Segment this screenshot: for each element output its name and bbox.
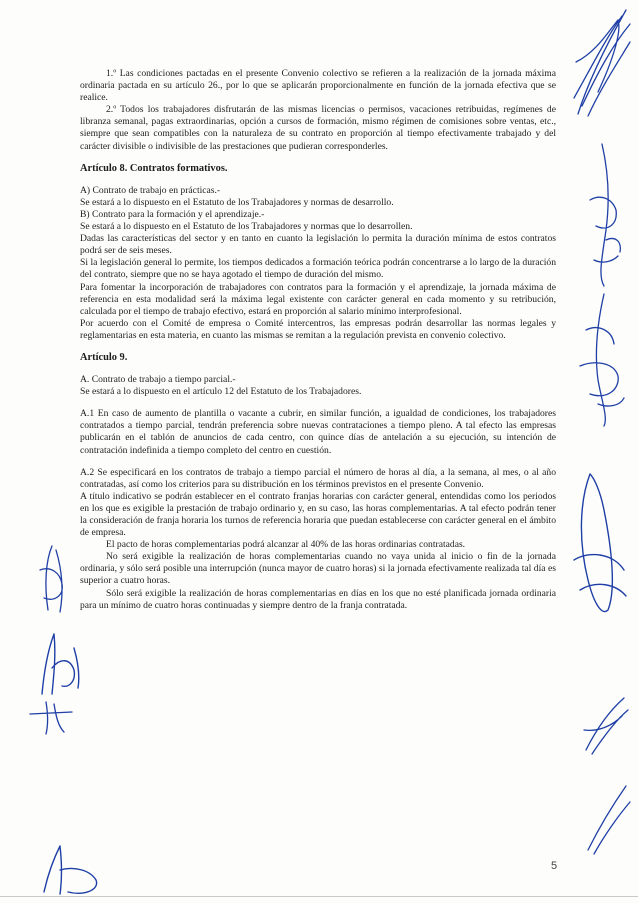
page-number: 5 xyxy=(551,860,558,872)
paragraph: Para fomentar la incorporación de trabajadores con contratos para la formación y el aprendizaje, la jornada máxima de referencia en esta modalidad será la máxima legal existente con carácter general en cada momento y su retribución, calculada por el tiempo de trabajo efectivo, estará en proporción al salario mínimo interprofesional. xyxy=(80,281,556,317)
signature-left-2 xyxy=(30,628,90,700)
paragraph-spacer xyxy=(80,153,556,163)
signature-right-4 xyxy=(560,470,636,620)
bottom-edge-line xyxy=(0,896,638,897)
paragraph: Por acuerdo con el Comité de empresa o Comité intercentros, las empresas podrán desarrollar las normas legales y reglamentarias en esta materia, en cuanto las mismas se remitan a la regulación prevista en convenio colectivo. xyxy=(80,317,556,341)
paragraph: Sólo será exigible la realización de horas complementarias en días en los que no esté planificada jornada ordinaria para un mínimo de cuatro horas continuadas y siempre dentro de la franja contratada. xyxy=(80,587,556,611)
paragraph: A.2 Se especificará en los contratos de trabajo a tiempo parcial el número de horas al día, a la semana, al mes, o al año contratadas, así como los criterios para su distribución en los términos previstos en el presente Convenio. xyxy=(80,466,556,490)
paragraph: No será exigible la realización de horas complementarias cuando no vaya unida al inicio o fin de la jornada ordinaria, y sólo será posible una interrupción (nunca mayor de cuatro horas) si la jornada efectivamente realizada tal día es superior a cuatro horas. xyxy=(80,551,556,587)
signature-left-4 xyxy=(34,840,104,900)
paragraph: A) Contrato de trabajo en prácticas.- xyxy=(80,184,221,196)
signature-right-6 xyxy=(578,780,634,860)
paragraph-spacer xyxy=(80,398,556,408)
paragraph: Se estará a lo dispuesto en el Estatuto de los Trabajadores y normas que lo desarrollen. xyxy=(80,221,413,233)
document-body xyxy=(80,68,556,612)
paragraph: Se estará a lo dispuesto en el artículo 12 del Estatuto de los Trabajadores. xyxy=(80,386,362,398)
paragraph: A. Contrato de trabajo a tiempo parcial.- xyxy=(80,374,236,386)
signature-right-1 xyxy=(568,2,634,122)
paragraph: Dadas las características del sector y en tanto en cuanto la legislación lo permita la duración mínima de estos contratos podrá ser de seis meses. xyxy=(80,233,556,257)
article-heading: Artículo 8. Contratos formativos. xyxy=(80,162,228,174)
paragraph: A.1 En caso de aumento de plantilla o vacante a cubrir, en similar función, a igualdad de condiciones, los trabajadores contratados a tiempo parcial, tendrán preferencia sobre nuevas contrataciones a tiempo pleno. A tal efecto las empresas publicarán en el tablón de anuncios de cada centro, con quince días de antelación a su ejecución, su intención de contratación indefinida a tiempo completo del centro en cuestión. xyxy=(80,408,556,456)
signature-right-5 xyxy=(578,690,634,760)
paragraph-spacer xyxy=(80,342,556,352)
paragraph: 2.º Todos los trabajadores disfrutarán de las mismas licencias o permisos, vacaciones retribuidas, regímenes de libranza semanal, pagas extraordinarias, opción a cursos de formación, mismo régimen de comisiones sobre ventas, etc., siempre que sean compatibles con la naturaleza de su contrato en proporción al tiempo efectivamente trabajado y del carácter divisible o indivisible de las prestaciones que pudieran corresponderles. xyxy=(80,104,556,152)
signature-left-3 xyxy=(24,698,78,738)
paragraph-spacer xyxy=(80,364,556,374)
paragraph: A título indicativo se podrán establecer en el contrato franjas horarias con carácter general, entendidas como los periodos en los que es exigible la prestación de trabajo ordinario y, en su caso, las horas complementarias. A tal efecto podrán tener la consideración de franja horaria los turnos de referencia horaria que puedan establecerse con carácter general en el ámbito de empresa. xyxy=(80,490,556,539)
paragraph: Si la legislación general lo permite, los tiempos dedicados a formación teórica podrán concentrarse a lo largo de la duración del contrato, siempre que no se haya agotado el tiempo de duración del mismo. xyxy=(80,257,556,281)
signature-right-2 xyxy=(572,140,632,290)
signature-right-3 xyxy=(568,290,634,430)
signature-left-1 xyxy=(32,540,72,620)
paragraph-spacer xyxy=(80,457,556,467)
paragraph: El pacto de horas complementarias podrá alcanzar al 40% de las horas ordinarias contratadas. xyxy=(106,539,466,551)
article-heading: Artículo 9. xyxy=(80,351,128,363)
paragraph: 1.º Las condiciones pactadas en el presente Convenio colectivo se refieren a la realización de la jornada máxima ordinaria pactada en su artículo 26., por lo que se aplicarán proporcionalmente en función de la jornada efectiva que se realice. xyxy=(80,68,556,104)
paragraph: B) Contrato para la formación y el aprendizaje.- xyxy=(80,208,265,220)
paragraph: Se estará a lo dispuesto en el Estatuto de los Trabajadores y normas de desarrollo. xyxy=(80,196,394,208)
paragraph-spacer xyxy=(80,175,556,185)
